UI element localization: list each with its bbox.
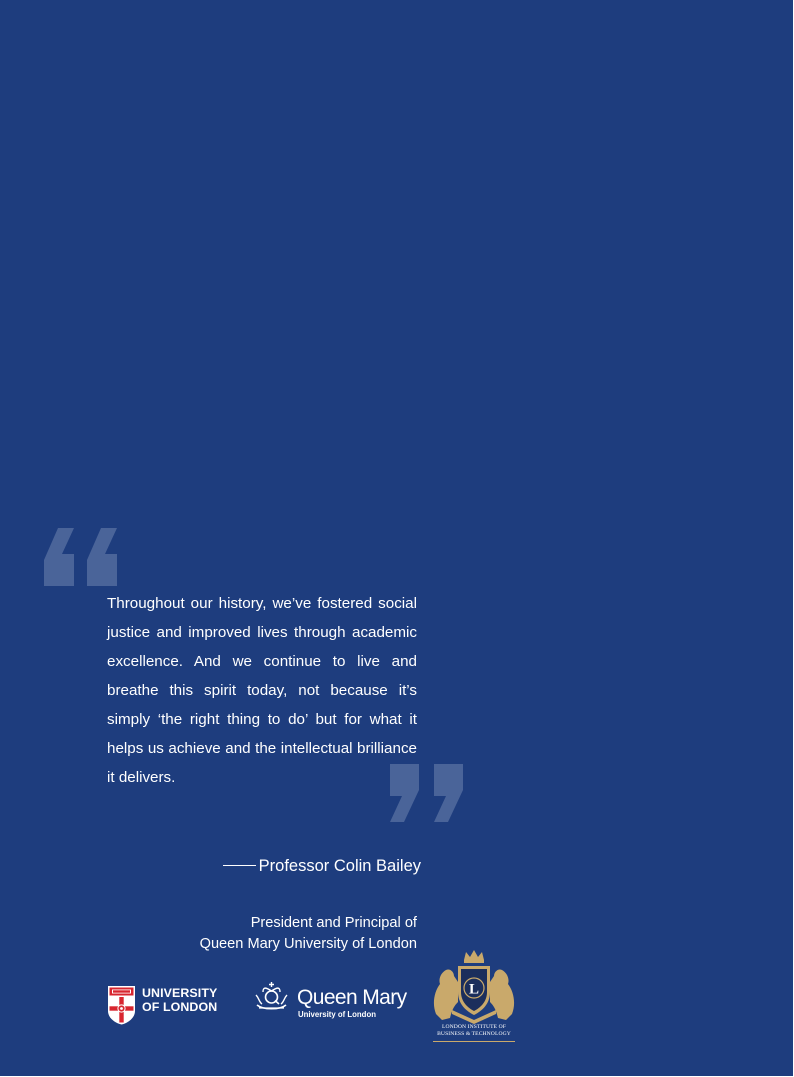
- queen-mary-crown-icon: [255, 982, 291, 1012]
- university-of-london-wordmark: [142, 986, 217, 1014]
- quote-text: Throughout our history, we’ve fostered social justice and improved lives through academic excellence. And we continue to live and breathe this spirit today, not because it’s simply ‘the right thing to do’ but for what it helps us achieve and the intellectual brilliance it delivers.: [107, 595, 417, 786]
- university-of-london-logo: [107, 985, 227, 1027]
- attribution-role: [140, 913, 417, 955]
- queen-mary-subtitle: University of London: [298, 1010, 376, 1019]
- libt-divider: [433, 1041, 515, 1042]
- role-line-2: Queen Mary University of London: [199, 936, 417, 952]
- libt-crest-icon: [428, 948, 520, 1024]
- university-of-london-crest-icon: [107, 985, 136, 1025]
- attribution-dash: [223, 865, 256, 866]
- uol-line-1: UNIVERSITY: [142, 986, 218, 1000]
- libt-emblem-letter: L: [468, 981, 480, 998]
- close-quote-icon: [389, 764, 465, 822]
- libt-logo: [428, 948, 520, 1044]
- libt-caption-line-1: LONDON INSTITUTE OF: [441, 1024, 507, 1030]
- libt-caption: [428, 1024, 520, 1037]
- role-line-1: President and Principal of: [250, 915, 417, 931]
- queen-mary-wordmark: Queen Mary: [297, 986, 407, 1009]
- open-quote-icon: [44, 528, 118, 586]
- uol-line-2: OF LONDON: [142, 1000, 218, 1014]
- queen-mary-logo: [255, 982, 410, 1024]
- quote-attribution: [190, 854, 421, 878]
- libt-caption-line-2: BUSINESS & TECHNOLOGY: [437, 1030, 511, 1037]
- attribution-name: Professor Colin Bailey: [258, 857, 421, 875]
